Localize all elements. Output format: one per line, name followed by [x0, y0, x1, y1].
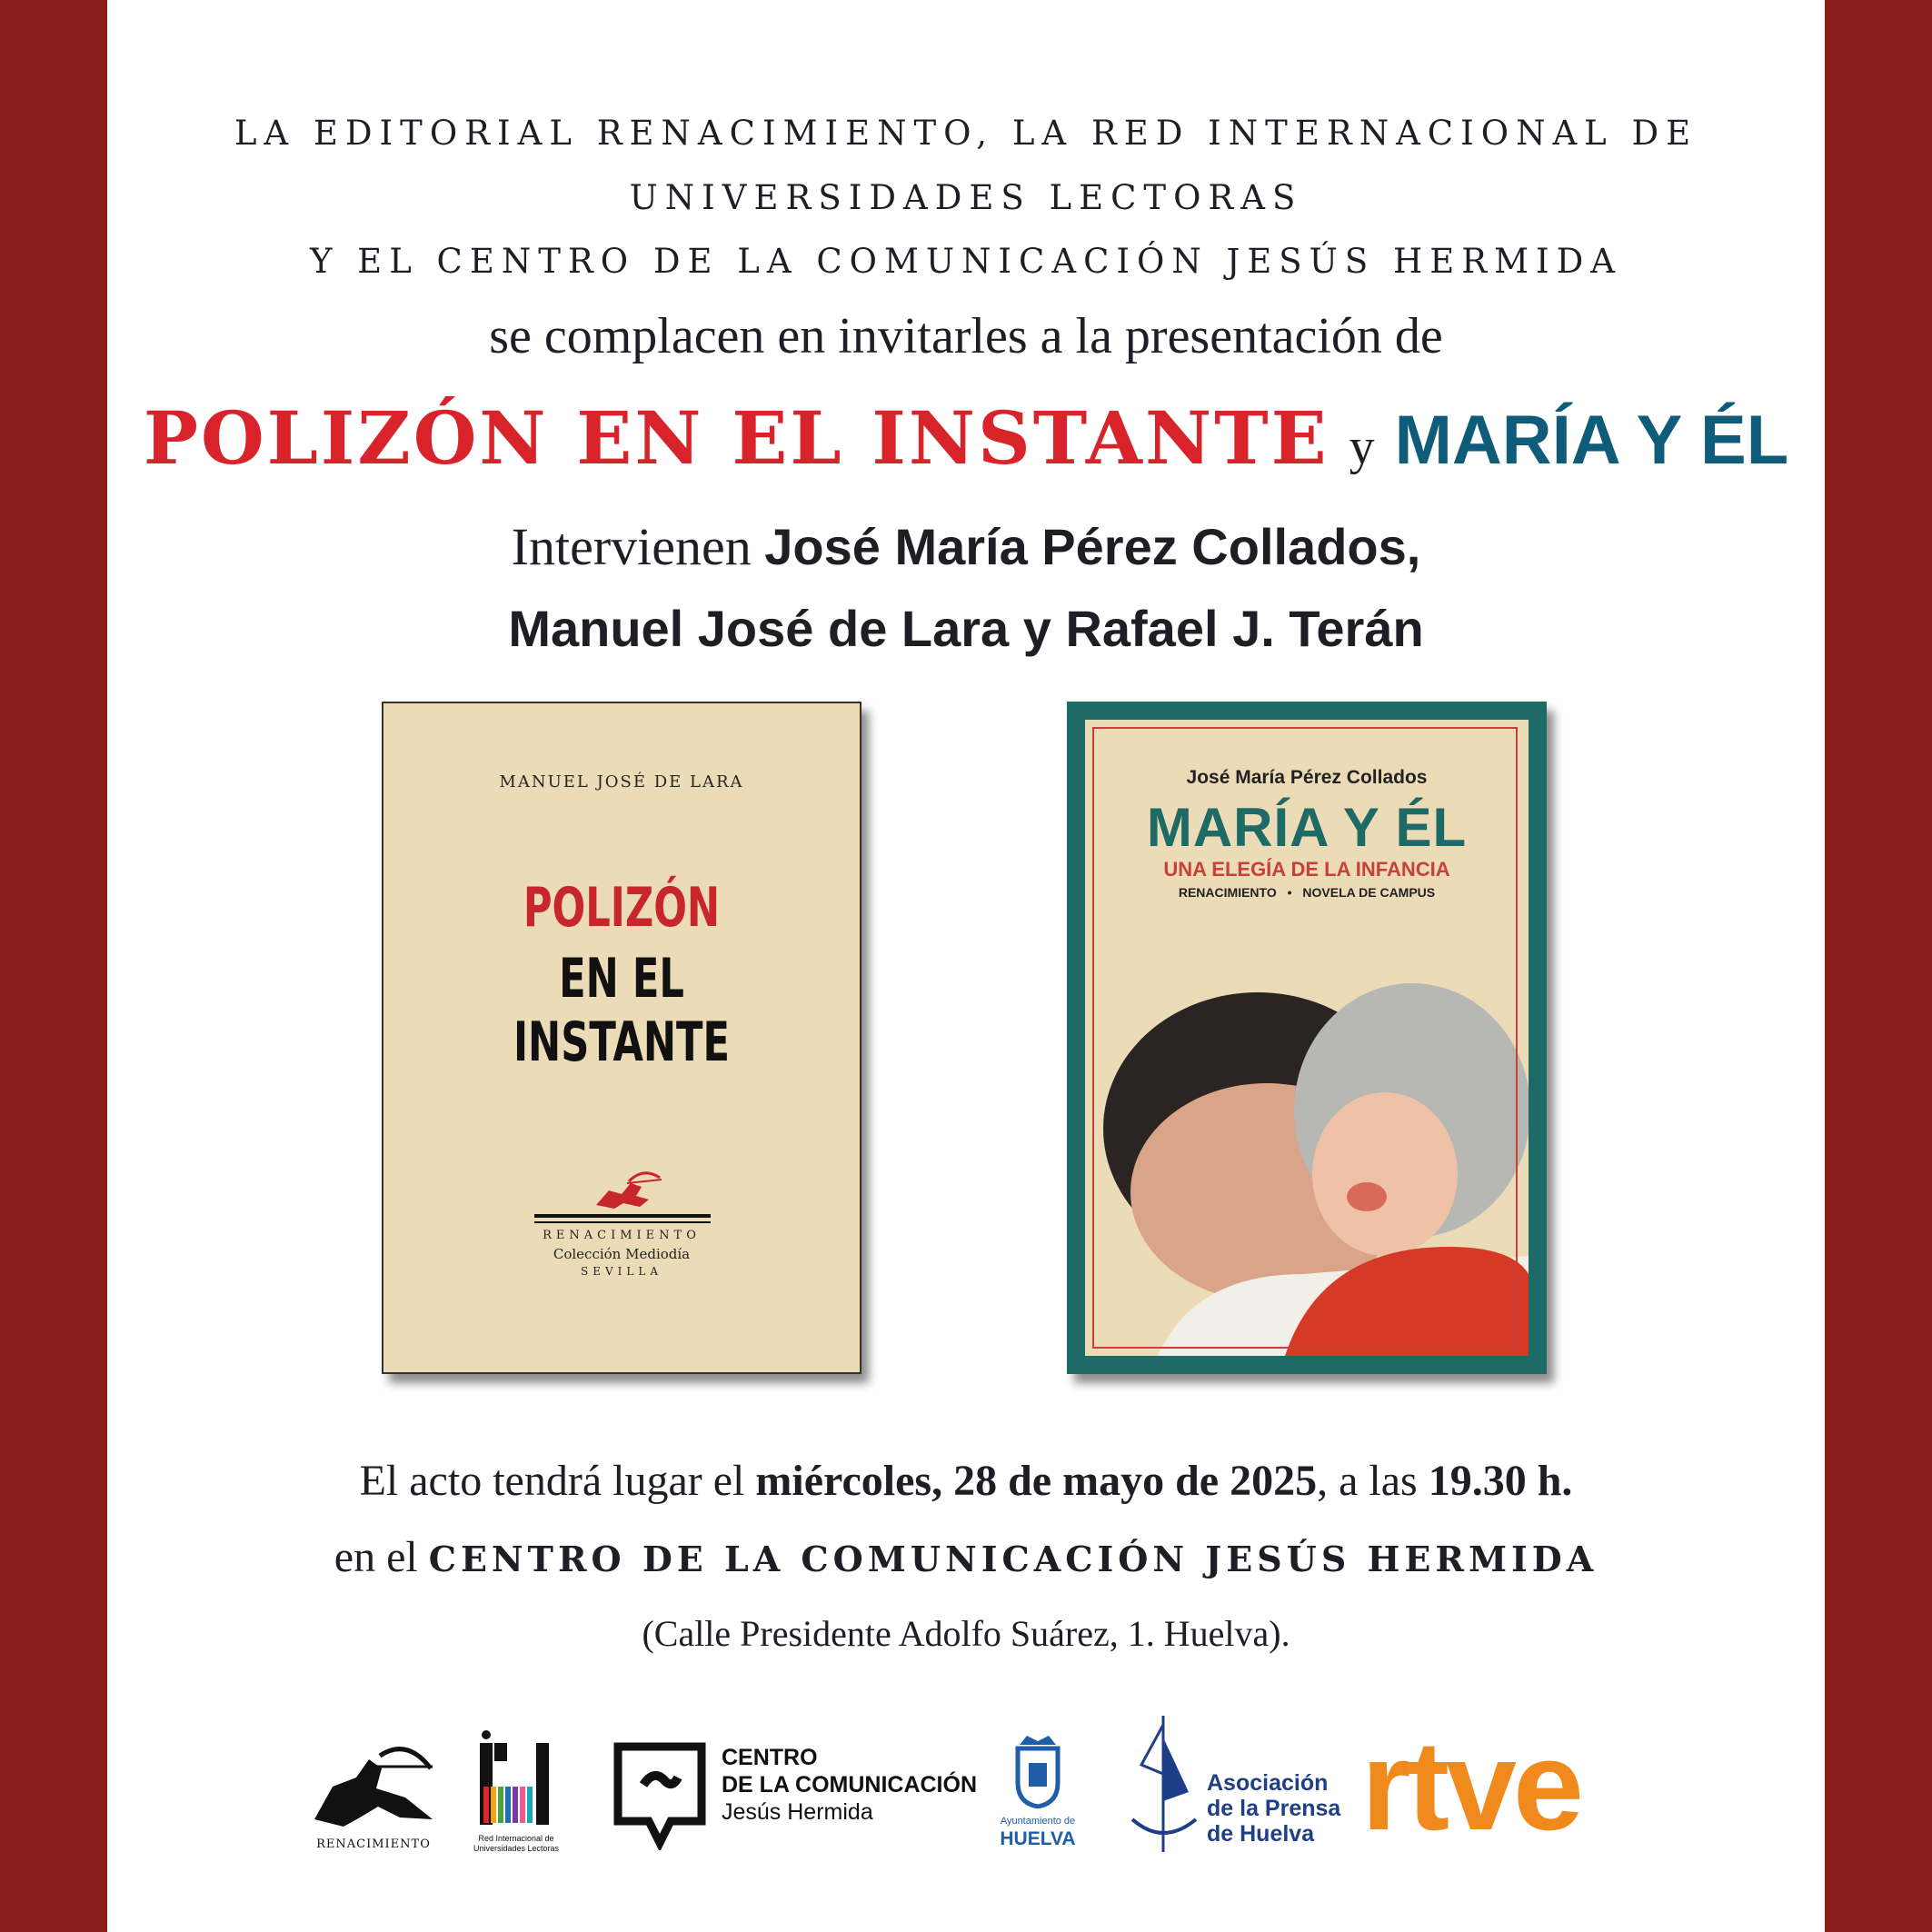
event-time-prefix: , a las	[1317, 1457, 1418, 1505]
title-maria: MARÍA Y ÉL	[1394, 402, 1789, 479]
prensa-line-3: de Huelva	[1207, 1821, 1315, 1847]
event-time: 19.30 h.	[1428, 1457, 1573, 1505]
book1-rule-bottom	[534, 1221, 711, 1223]
logo-ril	[471, 1730, 562, 1867]
archer-icon	[305, 1741, 442, 1832]
prensa-line-1: Asociación	[1207, 1770, 1329, 1796]
book1-title-line1: POLIZÓN	[523, 876, 721, 940]
archer-icon	[533, 1163, 712, 1218]
speakers-prefix: Intervienen	[511, 517, 752, 576]
renacimiento-caption: RENACIMIENTO	[316, 1837, 431, 1851]
book1-author: MANUEL JOSÉ DE LARA	[499, 772, 744, 792]
ril-caption-2: Universidades Lectoras	[473, 1844, 560, 1853]
ayto-line-1: Ayuntamiento de	[1000, 1816, 1076, 1827]
prensa-line-2: de la Prensa	[1207, 1796, 1341, 1821]
centro-line-1: CENTRO	[722, 1745, 818, 1770]
title-polizon: POLIZÓN EN EL INSTANTE	[143, 395, 1329, 481]
header-line-1: LA EDITORIAL RENACIMIENTO, LA RED INTERNACIONAL DE	[234, 114, 1698, 153]
book2-series-collection: NOVELA DE CAMPUS	[1302, 885, 1436, 900]
book2-series-separator: •	[1287, 885, 1292, 900]
logo-rtve: rtve	[1361, 1714, 1580, 1857]
logo-ayuntamiento-huelva	[992, 1732, 1083, 1857]
event-address: (Calle Presidente Adolfo Suárez, 1. Huelva).	[642, 1613, 1290, 1654]
book1-title-line2: EN EL INSTANTE	[513, 947, 731, 1074]
book2-series	[1085, 885, 1529, 900]
book2-subtitle: UNA ELEGÍA DE LA INFANCIA	[1163, 858, 1450, 881]
book1-collection: Colección Mediodía	[553, 1246, 691, 1262]
speakers-line-2	[107, 598, 1825, 659]
ril-caption-1: Red Internacional de	[478, 1834, 554, 1843]
book1-city: SEVILLA	[581, 1265, 662, 1278]
book2-series-publisher: RENACIMIENTO	[1178, 885, 1277, 900]
book2-title: MARÍA Y ÉL	[1146, 797, 1468, 858]
invite-line: se complacen en invitarles a la presentación de	[489, 308, 1443, 364]
speakers-line-1	[107, 516, 1825, 577]
ayto-line-2: HUELVA	[1000, 1828, 1076, 1849]
book1-publisher: RENACIMIENTO	[543, 1229, 701, 1242]
centro-line-3: Jesús Hermida	[722, 1799, 873, 1825]
event-venue-line	[107, 1532, 1825, 1582]
book2-author: José María Pérez Collados	[1186, 767, 1428, 788]
venue-name: CENTRO DE LA COMUNICACIÓN JESÚS HERMIDA	[428, 1539, 1598, 1579]
books-title-line	[107, 395, 1825, 482]
speech-bubble-icon	[612, 1741, 707, 1850]
ril-icon	[480, 1730, 553, 1830]
header-line-2: UNIVERSIDADES LECTORAS	[629, 178, 1303, 217]
centro-line-2: DE LA COMUNICACIÓN	[722, 1772, 978, 1798]
invitation-page	[107, 0, 1825, 1932]
event-date: miércoles, 28 de mayo de 2025	[755, 1457, 1318, 1505]
speaker-names-2: Manuel José de Lara y Rafael J. Terán	[508, 600, 1424, 657]
book-cover-maria	[1067, 702, 1547, 1374]
speaker-name-1: José María Pérez Collados,	[764, 518, 1421, 575]
event-intro: El acto tendrá lugar el	[359, 1457, 745, 1505]
ship-icon	[1127, 1710, 1200, 1865]
header-line-3: Y EL CENTRO DE LA COMUNICACIÓN JESÚS HERMIDA	[310, 242, 1622, 281]
crest-icon	[1014, 1732, 1061, 1808]
book1-rule-top	[534, 1214, 711, 1218]
book-cover-polizon	[382, 702, 861, 1374]
venue-prefix: en el	[334, 1533, 418, 1581]
event-date-line	[107, 1456, 1825, 1506]
logo-centro-comunicacion	[612, 1741, 978, 1850]
book2-panel	[1085, 720, 1529, 1356]
title-connector: y	[1349, 419, 1375, 475]
logo-renacimiento	[305, 1741, 442, 1854]
